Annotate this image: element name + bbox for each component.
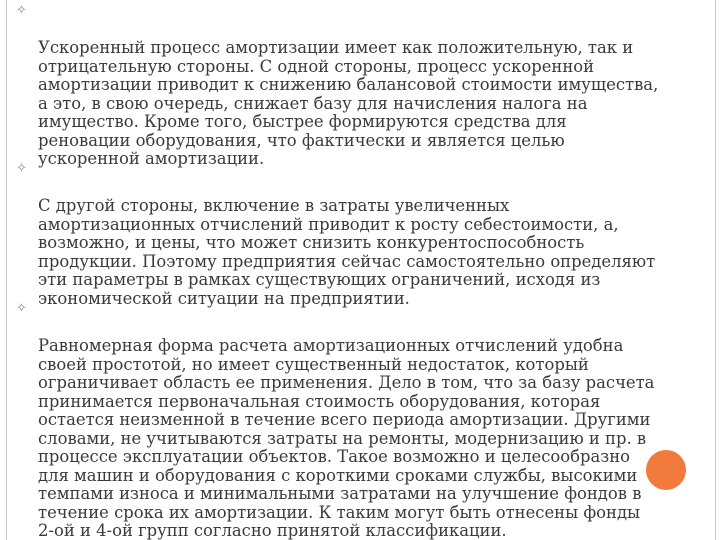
bullet-item-accelerated-depreciation	[14, 2, 714, 169]
paragraph-text: Равномерная форма расчета амортизационных отчислений удобна своей простотой, но имеет существенный недостаток, который ограничивает область ее применения. Дело в том, что за базу расчета принимается первоначальная стоимость оборудования, которая остается неизменной в течение всего периода амортизации. Другими словами, не учитываются затраты на ремонты, модернизацию и пр. в процессе эксплуатации объектов. Такое возможно и целесообразно для машин и оборудования с короткими сроками службы, высокими темпами износа и минимальными затратами на улучшение фондов в течение срока их амортизации. К таким могут быть отнесены фонды 2-ой и 4-ой групп согласно принятой классификации.	[38, 336, 655, 540]
left-frame-line	[6, 0, 7, 540]
paragraph-text: С другой стороны, включение в затраты увеличенных амортизационных отчислений приводит к росту себестоимости, а, возможно, и цены, что может снизить конкурентоспособность продукции. Поэтому предприятия сейчас самостоятельно определяют эти параметры в рамках существующих ограничений, исходя из экономической ситуации на предприятии.	[38, 196, 656, 308]
bullet-item-costs-increase	[14, 160, 714, 308]
decorative-orange-circle	[646, 450, 686, 490]
right-frame-line	[715, 0, 716, 540]
bullet-star-icon: ✧	[16, 301, 27, 316]
bullet-star-icon: ✧	[16, 161, 27, 176]
bullet-item-uniform-method	[14, 300, 714, 540]
bullet-star-icon: ✧	[16, 3, 27, 18]
paragraph-text: Ускоренный процесс амортизации имеет как положительную, так и отрицательную стороны. С одной стороны, процесс ускоренной амортизации приводит к снижению балансовой стоимости имущества, а это, в свою очередь, снижает базу для начисления налога на имущество. Кроме того, быстрее формируются средства для реновации оборудования, что фактически и является целью ускоренной амортизации.	[38, 38, 659, 168]
